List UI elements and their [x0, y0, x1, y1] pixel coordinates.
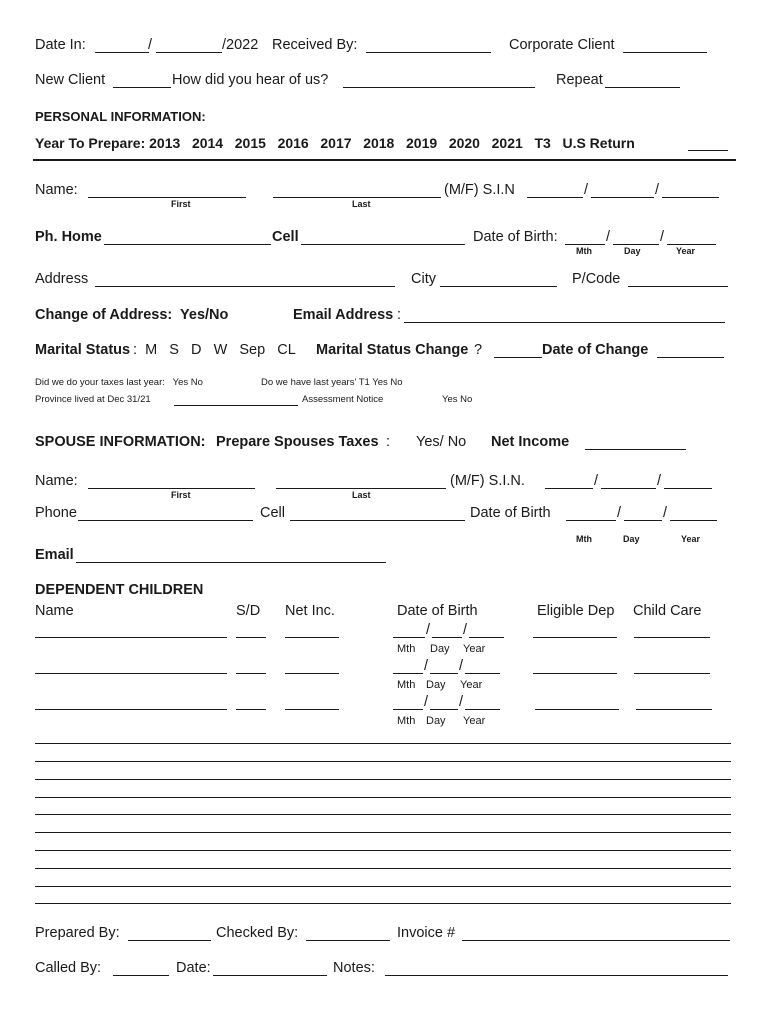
child-care-field[interactable] — [636, 709, 712, 710]
email-colon: : — [397, 307, 402, 323]
marital-status-change-label: Marital Status Change — [316, 342, 469, 358]
year-caption: Year — [460, 679, 483, 691]
called-by-field[interactable] — [113, 975, 169, 976]
change-of-address-label: Change of Address: Yes/No — [35, 307, 229, 323]
dob-day-field[interactable] — [613, 244, 659, 245]
col-sd-header: S/D — [236, 603, 261, 619]
date-separator: / — [148, 37, 153, 53]
sin-part2-field[interactable] — [591, 197, 654, 198]
dob-separator: / — [606, 229, 611, 245]
spouse-sin-part3-field[interactable] — [664, 488, 712, 489]
received-by-label: Received By: — [272, 37, 358, 53]
spouse-yes-no: Yes/ No — [416, 434, 467, 450]
dob-separator: / — [459, 694, 464, 710]
dob-label: Date of Birth: — [473, 229, 558, 245]
day-caption: Day — [426, 679, 446, 691]
blank-note-line[interactable] — [35, 850, 731, 851]
address-label: Address — [35, 271, 89, 287]
child-dob-year-field[interactable] — [465, 673, 500, 674]
year-caption: Year — [676, 246, 696, 256]
repeat-field[interactable] — [605, 87, 680, 88]
spouse-first-name-field[interactable] — [88, 488, 255, 489]
taxes-last-year-label: Did we do your taxes last year: Yes No — [35, 377, 203, 388]
child-dob-year-field[interactable] — [465, 709, 500, 710]
first-name-field[interactable] — [88, 197, 246, 198]
spouse-phone-field[interactable] — [78, 520, 253, 521]
child-dob-year-field[interactable] — [469, 637, 504, 638]
last-name-field[interactable] — [273, 197, 441, 198]
prepare-spouse-colon: : — [386, 434, 391, 450]
child-name-field[interactable] — [35, 637, 227, 638]
spouse-dob-label: Date of Birth — [470, 505, 551, 521]
spouse-dob-month-field[interactable] — [566, 520, 616, 521]
blank-note-line[interactable] — [35, 886, 731, 887]
hear-about-field[interactable] — [343, 87, 535, 88]
child-net-income-field[interactable] — [285, 673, 339, 674]
home-phone-label: Ph. Home — [35, 229, 102, 245]
child-sd-field[interactable] — [236, 637, 266, 638]
marital-status-options: : M S D W Sep CL — [133, 342, 296, 358]
blank-note-line[interactable] — [35, 761, 731, 762]
year-to-prepare-label: Year To Prepare: 2013 2014 2015 2016 2017 2018 2019 2020 2021 T3 U.S Return — [35, 135, 635, 151]
mth-caption: Mth — [397, 679, 416, 691]
first-caption: First — [171, 490, 191, 500]
postal-code-label: P/Code — [572, 271, 621, 287]
sex-sin-label: (M/F) S.I.N — [444, 182, 515, 198]
date-in-day-field[interactable] — [156, 52, 222, 53]
prepared-by-label: Prepared By: — [35, 925, 120, 941]
child-dob-month-field[interactable] — [393, 673, 423, 674]
child-dob-month-field[interactable] — [393, 637, 425, 638]
blank-note-line[interactable] — [35, 832, 731, 833]
marital-change-qmark: ? — [474, 342, 483, 358]
first-caption: First — [171, 199, 191, 209]
net-income-field[interactable] — [585, 449, 686, 450]
spouse-name-label: Name: — [35, 473, 78, 489]
marital-status-label: Marital Status — [35, 342, 131, 358]
corporate-client-label: Corporate Client — [509, 37, 615, 53]
hear-about-label: How did you hear of us? — [172, 72, 329, 88]
day-caption: Day — [623, 534, 640, 544]
cell-phone-field[interactable] — [301, 244, 465, 245]
spouse-sin-part1-field[interactable] — [545, 488, 593, 489]
child-name-field[interactable] — [35, 709, 227, 710]
notes-field[interactable] — [385, 975, 728, 976]
dob-separator: / — [424, 658, 429, 674]
spouse-cell-field[interactable] — [290, 520, 465, 521]
year-caption: Year — [463, 643, 486, 655]
child-dob-day-field[interactable] — [430, 709, 458, 710]
spouse-last-name-field[interactable] — [276, 488, 446, 489]
child-dob-month-field[interactable] — [393, 709, 423, 710]
spouse-cell-label: Cell — [260, 505, 285, 521]
day-caption: Day — [430, 643, 450, 655]
col-child-care-header: Child Care — [633, 603, 702, 619]
home-phone-field[interactable] — [104, 244, 271, 245]
received-by-field[interactable] — [366, 52, 491, 53]
sin-part1-field[interactable] — [527, 197, 583, 198]
address-field[interactable] — [95, 286, 395, 287]
invoice-number-label: Invoice # — [397, 925, 456, 941]
child-eligible-dep-field[interactable] — [535, 709, 619, 710]
marital-status-change-field[interactable] — [494, 357, 542, 358]
child-name-field[interactable] — [35, 673, 227, 674]
sin-separator: / — [594, 473, 599, 489]
corporate-client-field[interactable] — [623, 52, 707, 53]
date-in-year: /2022 — [222, 37, 259, 53]
mth-caption: Mth — [576, 534, 592, 544]
child-eligible-dep-field[interactable] — [533, 637, 617, 638]
new-client-field[interactable] — [113, 87, 171, 88]
mth-caption: Mth — [397, 715, 416, 727]
date-of-change-field[interactable] — [657, 357, 724, 358]
col-eligible-dep-header: Eligible Dep — [537, 603, 615, 619]
footer-date-label: Date: — [176, 960, 211, 976]
dob-separator: / — [426, 622, 431, 638]
email-address-field[interactable] — [404, 322, 725, 323]
city-label: City — [411, 271, 436, 287]
province-lived-label: Province lived at Dec 31/21 — [35, 394, 151, 405]
child-dob-day-field[interactable] — [432, 637, 462, 638]
sin-separator: / — [657, 473, 662, 489]
col-net-income-header: Net Inc. — [285, 603, 335, 619]
child-sd-field[interactable] — [236, 709, 266, 710]
invoice-number-field[interactable] — [462, 940, 730, 941]
day-caption: Day — [426, 715, 446, 727]
child-sd-field[interactable] — [236, 673, 266, 674]
sin-separator: / — [584, 182, 589, 198]
footer-date-field[interactable] — [213, 975, 327, 976]
child-care-field[interactable] — [634, 673, 710, 674]
sin-part3-field[interactable] — [662, 197, 719, 198]
blank-note-line[interactable] — [35, 814, 731, 815]
blank-note-line[interactable] — [35, 779, 731, 780]
dob-separator: / — [463, 622, 468, 638]
checked-by-field[interactable] — [306, 940, 390, 941]
dob-separator: / — [617, 505, 622, 521]
sin-separator: / — [655, 182, 660, 198]
child-net-income-field[interactable] — [285, 637, 339, 638]
blank-note-line[interactable] — [35, 797, 731, 798]
assessment-notice-options: Yes No — [442, 394, 473, 405]
city-field[interactable] — [440, 286, 557, 287]
child-net-income-field[interactable] — [285, 709, 339, 710]
blank-note-line[interactable] — [35, 743, 731, 744]
spouse-dob-day-field[interactable] — [624, 520, 662, 521]
prepare-spouse-taxes-label: Prepare Spouses Taxes — [216, 434, 379, 450]
name-label: Name: — [35, 182, 78, 198]
col-name-header: Name — [35, 603, 74, 619]
day-caption: Day — [624, 246, 641, 256]
personal-info-heading: PERSONAL INFORMATION: — [35, 109, 206, 124]
spouse-email-label: Email — [35, 547, 74, 563]
child-eligible-dep-field[interactable] — [533, 673, 617, 674]
dob-separator: / — [424, 694, 429, 710]
postal-code-field[interactable] — [628, 286, 728, 287]
blank-note-line[interactable] — [35, 903, 731, 904]
col-dob-header: Date of Birth — [397, 603, 478, 619]
section-divider — [33, 159, 736, 161]
spouse-sex-sin-label: (M/F) S.I.N. — [450, 473, 525, 489]
dob-separator: / — [660, 229, 665, 245]
spouse-dob-year-field[interactable] — [670, 520, 717, 521]
child-dob-day-field[interactable] — [430, 673, 458, 674]
net-income-label: Net Income — [491, 434, 570, 450]
last-caption: Last — [352, 490, 371, 500]
last-years-t1-label: Do we have last years' T1 Yes No — [261, 377, 403, 388]
dob-year-field[interactable] — [667, 244, 716, 245]
cell-label: Cell — [272, 229, 299, 245]
spouse-sin-part2-field[interactable] — [601, 488, 656, 489]
blank-note-line[interactable] — [35, 868, 731, 869]
date-of-change-label: Date of Change — [542, 342, 649, 358]
new-client-label: New Client — [35, 72, 106, 88]
spouse-info-heading: SPOUSE INFORMATION: — [35, 434, 206, 450]
province-lived-field[interactable] — [174, 405, 298, 406]
checked-by-label: Checked By: — [216, 925, 299, 941]
us-return-field[interactable] — [688, 150, 728, 151]
date-in-month-field[interactable] — [95, 52, 149, 53]
date-in-label: Date In: — [35, 37, 86, 53]
dob-month-field[interactable] — [565, 244, 605, 245]
dob-separator: / — [459, 658, 464, 674]
email-address-label: Email Address — [293, 307, 394, 323]
mth-caption: Mth — [576, 246, 592, 256]
dob-separator: / — [663, 505, 668, 521]
notes-label: Notes: — [333, 960, 375, 976]
spouse-email-field[interactable] — [76, 562, 386, 563]
year-caption: Year — [681, 534, 701, 544]
dependent-children-heading: DEPENDENT CHILDREN — [35, 582, 204, 598]
assessment-notice-label: Assessment Notice — [302, 394, 384, 405]
repeat-label: Repeat — [556, 72, 603, 88]
year-caption: Year — [463, 715, 486, 727]
child-care-field[interactable] — [634, 637, 710, 638]
prepared-by-field[interactable] — [128, 940, 211, 941]
last-caption: Last — [352, 199, 371, 209]
spouse-phone-label: Phone — [35, 505, 77, 521]
called-by-label: Called By: — [35, 960, 102, 976]
mth-caption: Mth — [397, 643, 416, 655]
